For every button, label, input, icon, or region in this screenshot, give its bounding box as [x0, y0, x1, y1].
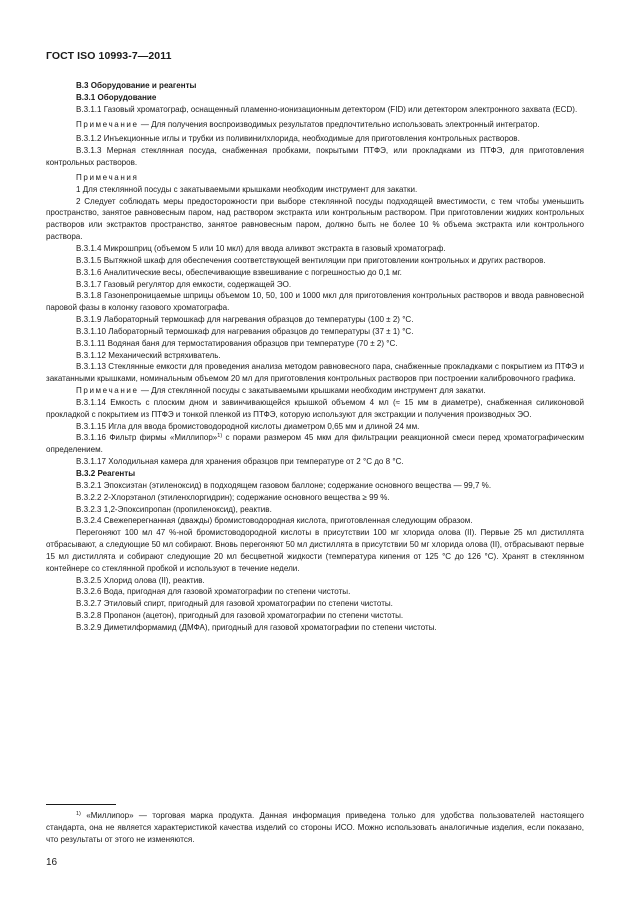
paragraph-b317: В.3.1.7 Газовый регулятор для емкости, содержащей ЭО. [76, 279, 292, 289]
paragraph-b319: В.3.1.9 Лабораторный термошкаф для нагревания образцов до температуры (100 ± 2) °С. [76, 315, 414, 325]
document-header: ГОСТ ISO 10993-7—2011 [46, 50, 172, 62]
note-item-2: 2 Следует соблюдать меры предосторожности при выборе стеклянной посуды подходящей вместимости, с тем чтобы уменьшить пространство, занятое равновесным паром, над раствором экстракта или контрольным раствором. При приготовлении жидких контрольных растворов или экстрактов пространство, занятое равновесным паром, должно быть не более 10 % объема экстракта или контрольного раствора. [46, 196, 584, 242]
paragraph-b326: В.3.2.6 Вода, пригодная для газовой хроматографии по степени чистоты. [76, 587, 351, 597]
footnote [46, 810, 584, 846]
note-label: Примечание [76, 386, 139, 396]
subsection-heading-b32: В.3.2 Реагенты [76, 469, 136, 478]
paragraph-b3115: В.3.1.15 Игла для ввода бромистоводородной кислоты диаметром 0,65 мм и длиной 24 мм. [76, 421, 420, 431]
section-heading-b3: В.3 Оборудование и реагенты [76, 81, 197, 90]
paragraph-b3117: В.3.1.17 Холодильная камера для хранения образцов при температуре от 2 °С до 8 °С. [76, 457, 404, 467]
paragraph-b314: В.3.1.4 Микрошприц (объемом 5 или 10 мкл) для ввода аликвот экстракта в газовый хроматограф. [76, 243, 446, 253]
paragraph-b3110: В.3.1.10 Лабораторный термошкаф для нагревания образцов до температуры (37 ± 1) °С. [76, 326, 414, 336]
paragraph-b324-procedure: Перегоняют 100 мл 47 %-ной бромистоводородной кислоты в присутствии 100 мг хлорида олова (II). Первые 25 мл дистиллята отбрасывают, а следующие 50 мл собирают. Вновь перегоняют 50 мл дистиллята в присутствии 50 мг хлорида олова (II), отбрасывают первые 15 мл дистиллята и собирают следующие 20 мл бесцветной жидкости (температура кипения от 125 °С до 126 °С). Хранят в стеклянном контейнере со стеклянной пробкой и используют в течение недели. [46, 528, 584, 573]
paragraph-b325: В.3.2.5 Хлорид олова (II), реактив. [76, 575, 205, 585]
paragraph-b311: В.3.1.1 Газовый хроматограф, оснащенный пламенно-ионизационным детектором (FID) или детектором электронного захвата (ECD). [76, 104, 578, 114]
paragraph-b3111: В.3.1.11 Водяная баня для термостатирования образцов при температуре (70 ± 2) °С. [76, 338, 398, 348]
document-body [46, 80, 584, 634]
footnote-marker: 1) [76, 811, 81, 817]
note-text: — Для получения воспроизводимых результатов предпочтительно использовать электронный интегратор. [138, 119, 540, 129]
note-label: Примечание [76, 119, 139, 129]
note-text: — Для стеклянной посуды с закатываемыми крышками необходим инструмент для закатки. [138, 386, 486, 396]
footnote-divider [46, 804, 116, 805]
paragraph-b312: В.3.1.2 Инъекционные иглы и трубки из поливинилхлорида, необходимые для приготовления контрольных растворов. [76, 134, 520, 144]
paragraph-b318: В.3.1.8 Газонепроницаемые шприцы объемом 10, 50, 100 и 1000 мкл для приготовления контрольных растворов и ввода равновесной паровой фазы в колонку газового хроматографа. [46, 291, 584, 313]
paragraph-b3116-start: В.3.1.16 Фильтр фирмы «Миллипор» [76, 433, 218, 443]
paragraph-b313: В.3.1.3 Мерная стеклянная посуда, снабженная пробками, покрытыми ПТФЭ, или прокладками из ПТФЭ, для приготовления контрольных растворов. [46, 146, 584, 168]
paragraph-b3114: В.3.1.14 Емкость с плоским дном и завинчивающейся крышкой объемом 4 мл (≈ 15 мм в диаметре), снабженная силиконовой прокладкой с покрытием из ПТФЭ и тонкой пленкой из ПТФЭ, которую используют для экстракции и получения производных ЭО. [46, 397, 584, 419]
note-glassware [46, 385, 584, 397]
paragraph-b3112: В.3.1.12 Механический встряхиватель. [76, 350, 221, 360]
paragraph-b315: В.3.1.5 Вытяжной шкаф для обеспечения соответствующей вентиляции при приготовлении контрольных и других растворов. [76, 255, 546, 265]
subsection-heading-b31: В.3.1 Оборудование [76, 92, 157, 102]
paragraph-b324: В.3.2.4 Свежеперегнанная (дважды) бромистоводородная кислота, приготовленная следующим образом. [76, 516, 473, 526]
footnote-text: «Миллипор» — торговая марка продукта. Данная информация приведена только для удобства пользователей настоящего стандарта, она не является характеристикой качества изделий со стороны ИСО. Можно использовать аналогичные изделия, если показано, что результаты от этого не изменяются. [46, 811, 584, 844]
paragraph-b321: В.3.2.1 Эпоксиэтан (этиленоксид) в подходящем газовом баллоне; содержание основного вещества — 99,7 %. [76, 480, 492, 490]
footnote-ref: 1) [217, 433, 223, 440]
paragraph-b316: В.3.1.6 Аналитические весы, обеспечивающие взвешивание с погрешностью до 0,1 мг. [76, 267, 402, 277]
paragraph-b3116-end: с порами размером 45 мкм для фильтрации реакционной смеси перед хроматографическим определением. [46, 433, 584, 455]
note-item-1: 1 Для стеклянной посуды с закатываемыми крышками необходим инструмент для закатки. [76, 184, 418, 194]
paragraph-b328: В.3.2.8 Пропанон (ацетон), пригодный для газовой хроматографии по степени чистоты. [76, 611, 404, 621]
paragraph-b322: В.3.2.2 2-Хлорэтанол (этиленхлоргидрин); содержание основного вещества ≥ 99 %. [76, 492, 390, 502]
paragraph-b327: В.3.2.7 Этиловый спирт, пригодный для газовой хроматографии по степени чистоты. [76, 599, 393, 609]
footnote-paragraph [46, 810, 584, 846]
paragraph-b329: В.3.2.9 Диметилформамид (ДМФА), пригодный для газовой хроматографии по степени чистоты. [76, 622, 437, 632]
paragraph-b323: В.3.2.3 1,2-Эпоксипропан (пропиленоксид), реактив. [76, 504, 272, 514]
paragraph-b3116 [46, 432, 584, 456]
paragraph-b3113: В.3.1.13 Стеклянные емкости для проведения анализа методом равновесного пара, снабженные прокладками с покрытием из ПТФЭ и закатанными крышками, номинальным объемом 20 мл для приготовления контрольных растворов при построении калибровочного графика. [46, 362, 584, 384]
notes-label: Примечания [76, 172, 139, 182]
note-equipment [46, 119, 584, 131]
page-number: 16 [46, 857, 58, 868]
